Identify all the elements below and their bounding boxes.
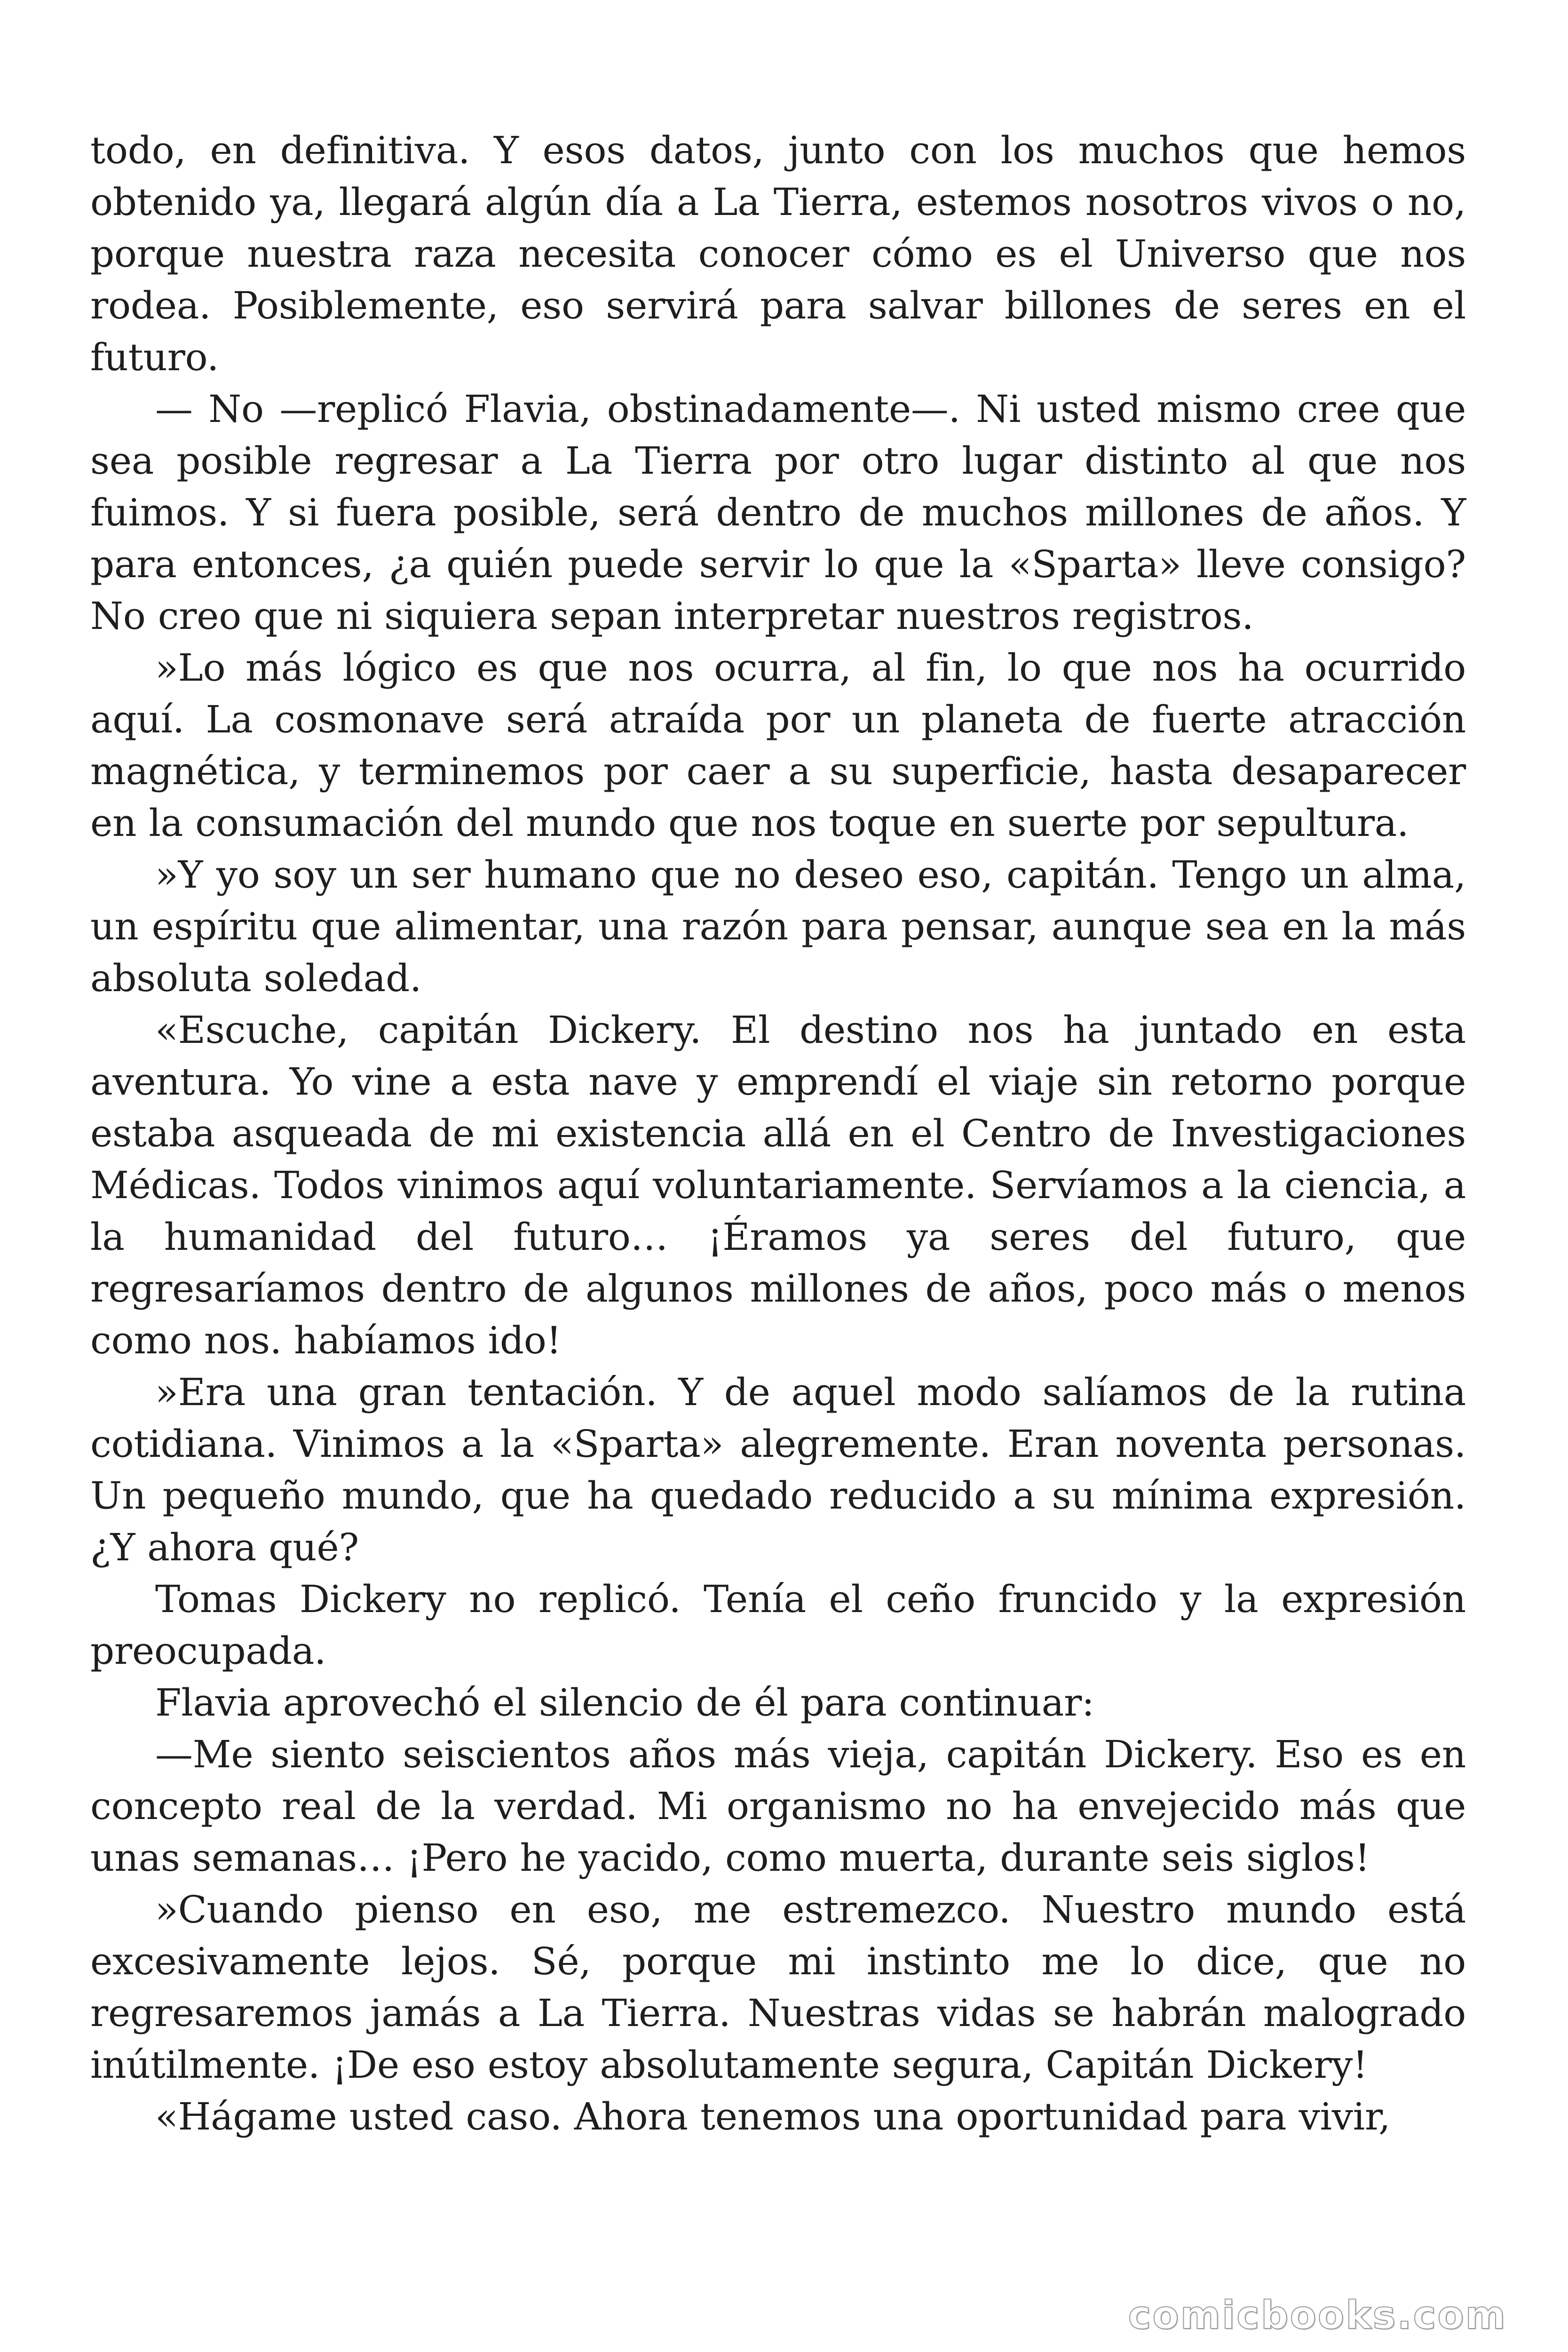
paragraph-3: »Lo más lógico es que nos ocurra, al fin, lo que nos ha ocurrido aquí. La cosmonave será atraída por un planeta de fuerte atracción magnética, y terminemos por caer a su superficie, hasta desaparecer en la consumación del mundo que nos toque en suerte por sepultura. (90, 646, 1466, 845)
page-text (90, 125, 1466, 2143)
paragraph-9: —Me siento seiscientos años más vieja, capitán Dickery. Eso es en concepto real de la verdad. Mi organismo no ha envejecido más que unas semanas… ¡Pero he yacido, como muerta, durante seis siglos! (90, 1732, 1466, 1880)
paragraph-1: todo, en definitiva. Y esos datos, junto con los muchos que hemos obtenido ya, llegará algún día a La Tierra, estemos nosotros vivos o no, porque nuestra raza necesita conocer cómo es el Universo que nos rodea. Posiblemente, eso servirá para salvar billones de seres en el futuro. (90, 128, 1466, 379)
paragraph-2: — No —replicó Flavia, obstinadamente—. Ni usted mismo cree que sea posible regresar a La Tierra por otro lugar distinto al que nos fuimos. Y si fuera posible, será dentro de muchos millones de años. Y para entonces, ¿a quién puede servir lo que la «Sparta» lleve consigo? No creo que ni siquiera sepan interpretar nuestros registros. (90, 387, 1466, 638)
paragraph-4: »Y yo soy un ser humano que no deseo eso, capitán. Tengo un alma, un espíritu que alimentar, una razón para pensar, aunque sea en la más absoluta soledad. (90, 853, 1466, 1000)
paragraph-8: Flavia aprovechó el silencio de él para continuar: (155, 1681, 1094, 1724)
paragraph-10: »Cuando pienso en eso, me estremezco. Nuestro mundo está excesivamente lejos. Sé, porque mi instinto me lo dice, que no regresaremos jamás a La Tierra. Nuestras vidas se habrán malogrado inútilmente. ¡De eso estoy absolutamente segura, Capitán Dickery! (90, 1888, 1466, 2087)
paragraph-5: «Escuche, capitán Dickery. El destino nos ha juntado en esta aventura. Yo vine a esta nave y emprendí el viaje sin retorno porque estaba asqueada de mi existencia allá en el Centro de Investigaciones Médicas. Todos vinimos aquí voluntariamente. Servíamos a la ciencia, a la humanidad del futuro… ¡Éramos ya seres del futuro, que regresaríamos dentro de algunos millones de años, poco más o menos como nos. habíamos ido! (90, 1008, 1466, 1362)
paragraph-7: Tomas Dickery no replicó. Tenía el ceño fruncido y la expresión preocupada. (90, 1577, 1466, 1673)
paragraph-6: »Era una gran tentación. Y de aquel modo salíamos de la rutina cotidiana. Vinimos a la «Sparta» alegremente. Eran noventa personas. Un pequeño mundo, que ha quedado reducido a su mínima expresión. ¿Y ahora qué? (90, 1370, 1466, 1569)
watermark: comicbooks.com (1128, 2293, 1507, 2338)
paragraph-11: «Hágame usted caso. Ahora tenemos una oportunidad para vivir, (155, 2095, 1391, 2138)
